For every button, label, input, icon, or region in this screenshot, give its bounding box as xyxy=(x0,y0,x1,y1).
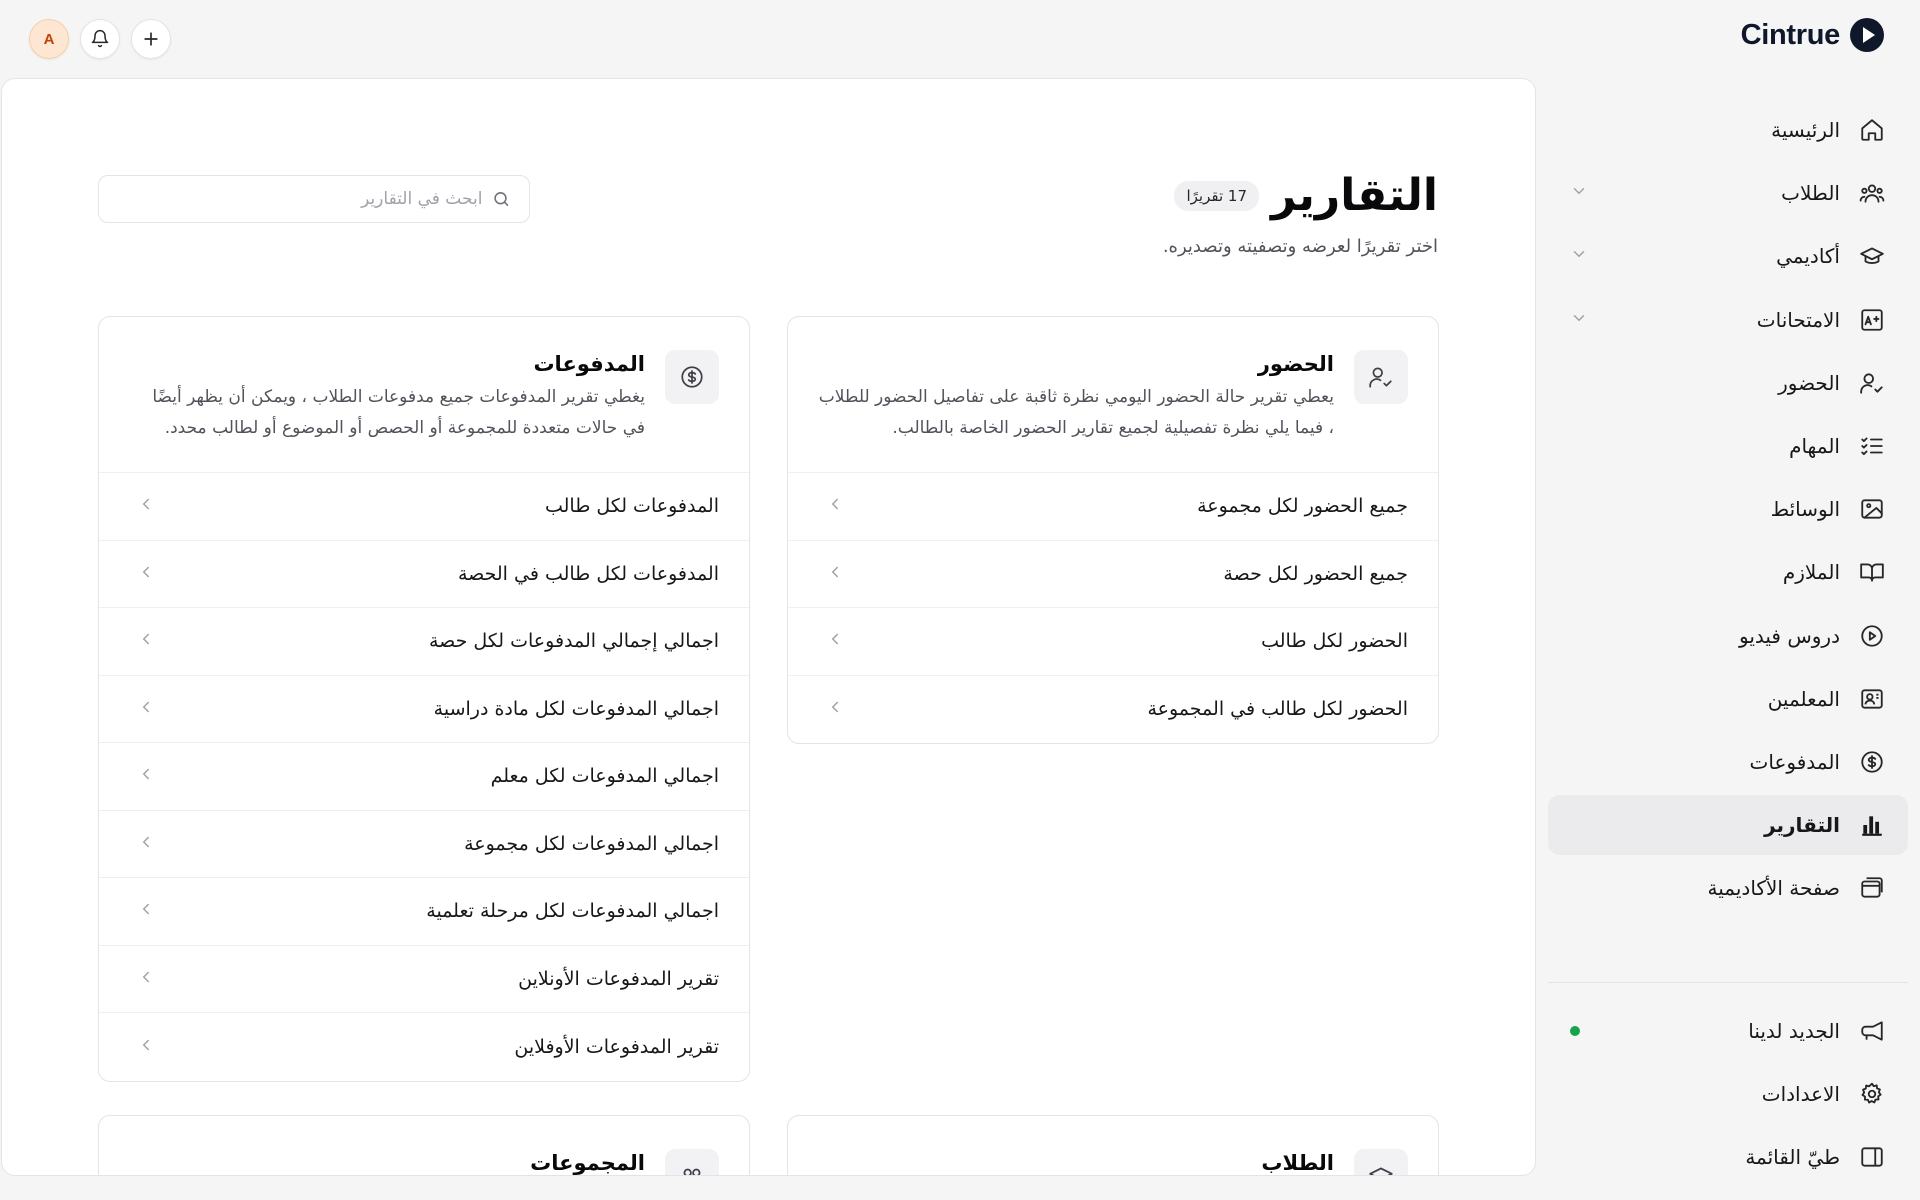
search-input[interactable] xyxy=(111,189,482,209)
sidebar-item-video-lessons[interactable] xyxy=(1548,606,1908,666)
sidebar-item-label: الملازم xyxy=(1782,560,1840,585)
chevron-left-icon xyxy=(137,833,155,855)
report-item[interactable] xyxy=(99,541,749,609)
report-item-label: اجمالي المدفوعات لكل مجموعة xyxy=(464,832,719,855)
play-circle-icon xyxy=(1858,622,1886,650)
report-item-label: اجمالي المدفوعات لكل مادة دراسية xyxy=(433,697,719,720)
sidebar-item-collapse[interactable] xyxy=(1548,1127,1908,1187)
payments-report-card xyxy=(98,316,750,1082)
user-check-icon xyxy=(1858,369,1886,397)
chevron-left-icon xyxy=(137,765,155,787)
sidebar-item-label: الاعدادات xyxy=(1761,1082,1840,1107)
card-description: يعطي تقرير حالة الحضور اليومي نظرة ثاقبة على تفاصيل الحضور للطلاب ، فيما يلي نظرة تفصيلية لجميع تقارير الحضور الخاصة بالطالب. xyxy=(818,387,1334,438)
chevron-down-icon xyxy=(1570,182,1588,204)
user-check-icon xyxy=(1354,350,1408,404)
images-icon xyxy=(1858,495,1886,523)
megaphone-icon xyxy=(1858,1017,1886,1045)
groups-report-card xyxy=(98,1115,750,1176)
sidebar-item-payments[interactable] xyxy=(1548,732,1908,792)
sidebar-item-tasks[interactable] xyxy=(1548,416,1908,476)
sidebar-item-label: المهام xyxy=(1789,433,1840,458)
report-item-label: الحضور لكل طالب في المجموعة xyxy=(1147,698,1408,721)
sidebar-item-academy-page[interactable] xyxy=(1548,858,1908,918)
user-avatar-button[interactable] xyxy=(29,19,69,59)
avatar-letter: A xyxy=(43,30,55,48)
bar-chart-icon xyxy=(1858,811,1886,839)
sidebar-bottom xyxy=(1548,1001,1908,1191)
sidebar-item-label: الجديد لدينا xyxy=(1748,1019,1840,1043)
sidebar-item-label: الرئيسية xyxy=(1771,118,1840,142)
gear-icon xyxy=(1858,1080,1886,1108)
card-title: المجموعات xyxy=(530,1151,645,1175)
report-item[interactable] xyxy=(99,878,749,946)
chevron-left-icon xyxy=(137,630,155,652)
report-item-label: المدفوعات لكل طالب xyxy=(544,495,719,518)
home-icon xyxy=(1858,116,1886,144)
sidebar-item-label: المعلمين xyxy=(1767,686,1840,711)
students-report-card xyxy=(787,1115,1439,1176)
chevron-left-icon xyxy=(826,563,844,585)
brand-logo[interactable] xyxy=(1741,18,1884,52)
sidebar xyxy=(1536,0,1920,1200)
sidebar-item-label: الطلاب xyxy=(1781,181,1840,206)
list-checks-icon xyxy=(1858,432,1886,460)
sidebar-item-teachers[interactable] xyxy=(1548,669,1908,729)
bell-icon xyxy=(90,29,110,49)
report-item[interactable] xyxy=(788,473,1438,541)
report-item[interactable] xyxy=(99,608,749,676)
sidebar-nav xyxy=(1548,100,1908,921)
report-item-label: اجمالي إجمالي المدفوعات لكل حصة xyxy=(428,630,719,653)
chevron-left-icon xyxy=(137,698,155,720)
sidebar-item-booklets[interactable] xyxy=(1548,542,1908,602)
reports-count-badge: 17 تقريرًا xyxy=(1174,181,1259,211)
sidebar-item-home[interactable] xyxy=(1548,100,1908,160)
top-actions xyxy=(29,19,171,59)
page-header xyxy=(1162,170,1438,257)
search-icon xyxy=(492,189,511,209)
attendance-report-card xyxy=(787,316,1439,744)
dollar-circle-icon xyxy=(1858,748,1886,776)
logo-icon xyxy=(1850,18,1884,52)
sidebar-item-media[interactable] xyxy=(1548,479,1908,539)
users-icon xyxy=(1858,179,1886,207)
plus-icon xyxy=(141,29,161,49)
report-item[interactable] xyxy=(99,473,749,541)
sidebar-item-reports[interactable] xyxy=(1548,795,1908,855)
add-button[interactable] xyxy=(131,19,171,59)
graduation-cap-icon xyxy=(1354,1149,1408,1176)
new-indicator-dot xyxy=(1570,1026,1580,1036)
report-item-label: تقرير المدفوعات الأونلاين xyxy=(518,967,719,990)
report-item[interactable] xyxy=(99,946,749,1014)
sidebar-item-label: أكاديمي xyxy=(1776,244,1840,269)
sidebar-item-exams[interactable] xyxy=(1548,290,1908,350)
sidebar-item-label: طيّ القائمة xyxy=(1745,1145,1840,1170)
browser-window-icon xyxy=(1858,874,1886,902)
exam-icon xyxy=(1858,306,1886,334)
sidebar-item-label: الامتحانات xyxy=(1756,307,1840,332)
report-item-label: المدفوعات لكل طالب في الحصة xyxy=(457,562,719,585)
report-item-label: اجمالي المدفوعات لكل مرحلة تعلمية xyxy=(426,900,719,923)
sidebar-item-label: المدفوعات xyxy=(1749,749,1840,774)
chevron-left-icon xyxy=(826,698,844,720)
sidebar-item-whats-new[interactable] xyxy=(1548,1001,1908,1061)
chevron-left-icon xyxy=(137,968,155,990)
report-item-label: اجمالي المدفوعات لكل معلم xyxy=(490,765,719,788)
chevron-down-icon xyxy=(1570,245,1588,267)
dollar-circle-icon xyxy=(665,350,719,404)
chevron-left-icon xyxy=(137,900,155,922)
report-item[interactable] xyxy=(99,743,749,811)
sidebar-item-label: الحضور xyxy=(1778,370,1840,395)
notifications-button[interactable] xyxy=(80,19,120,59)
card-title: الطلاب xyxy=(1261,1151,1334,1175)
chevron-left-icon xyxy=(826,630,844,652)
card-description: يغطي تقرير المدفوعات جميع مدفوعات الطلاب ، ويمكن أن يظهر أيضًا في حالات متعددة للمجموعة أو الحصص أو الموضوع أو لطالب محدد. xyxy=(152,387,645,438)
chevron-left-icon xyxy=(137,1036,155,1058)
report-item-label: جميع الحضور لكل مجموعة xyxy=(1197,495,1408,518)
chevron-down-icon xyxy=(1570,309,1588,331)
group-icon xyxy=(665,1149,719,1176)
sidebar-item-settings[interactable] xyxy=(1548,1064,1908,1124)
page-title: التقارير xyxy=(1271,170,1438,221)
report-item-label: الحضور لكل طالب xyxy=(1261,630,1408,653)
report-item[interactable] xyxy=(788,608,1438,676)
panel-icon xyxy=(1858,1143,1886,1171)
report-item[interactable] xyxy=(788,676,1438,744)
report-item[interactable] xyxy=(99,811,749,879)
card-title: المدفوعات xyxy=(533,352,645,376)
report-item-label: تقرير المدفوعات الأوفلاين xyxy=(514,1035,719,1058)
book-open-icon xyxy=(1858,558,1886,586)
card-title: الحضور xyxy=(1257,352,1334,376)
chevron-left-icon xyxy=(137,495,155,517)
chevron-left-icon xyxy=(826,495,844,517)
sidebar-item-label: صفحة الأكاديمية xyxy=(1707,876,1840,901)
report-item[interactable] xyxy=(99,676,749,744)
search-box[interactable] xyxy=(98,175,530,223)
sidebar-item-label: دروس فيديو xyxy=(1739,623,1840,648)
sidebar-divider xyxy=(1548,982,1908,983)
sidebar-item-label: التقارير xyxy=(1764,813,1840,838)
graduation-cap-icon xyxy=(1858,242,1886,270)
main-panel xyxy=(1,78,1536,1176)
report-item[interactable] xyxy=(788,541,1438,609)
page-subtitle: اختر تقريرًا لعرضه وتصفيته وتصديره. xyxy=(1162,236,1438,257)
report-item-label: جميع الحضور لكل حصة xyxy=(1223,562,1408,585)
sidebar-item-label: الوسائط xyxy=(1770,497,1840,522)
sidebar-item-students[interactable] xyxy=(1548,163,1908,223)
brand-name: Cintrue xyxy=(1740,18,1840,51)
chevron-left-icon xyxy=(137,563,155,585)
sidebar-item-academic[interactable] xyxy=(1548,226,1908,286)
sidebar-item-attendance[interactable] xyxy=(1548,353,1908,413)
teacher-icon xyxy=(1858,685,1886,713)
report-item[interactable] xyxy=(99,1013,749,1081)
